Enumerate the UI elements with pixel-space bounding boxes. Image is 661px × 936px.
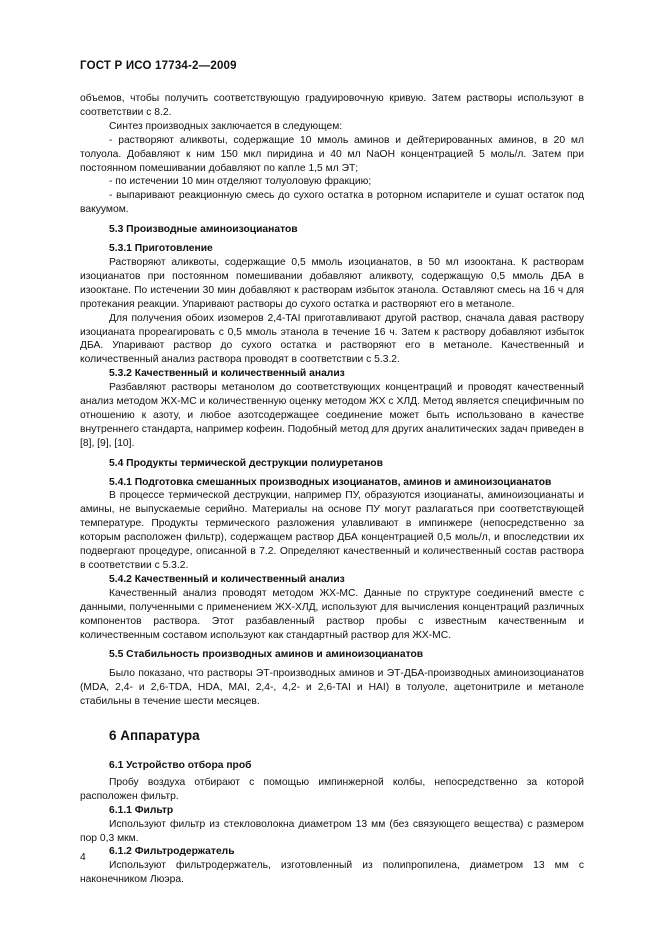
list-item: - растворяют аликвоты, содержащие 10 ммоль аминов и дейтерированных аминов, в 20 мл толуола. Добавляют к ним 150 мкл пиридина и 40 мл NaOH концентрацией 5 моль/л. Затем при постоянном помешивании добавляют по капле 1,5 мл ЭТ; bbox=[80, 134, 584, 174]
section-heading-5-5: 5.5 Стабильность производных аминов и аминоизоцианатов bbox=[109, 649, 424, 661]
list-item: - по истечении 10 мин отделяют толуоловую фракцию; bbox=[109, 176, 372, 188]
main-text bbox=[80, 92, 584, 887]
list-item: - выпаривают реакционную смесь до сухого остатка в роторном испарителе и сушат остаток под вакуумом. bbox=[80, 190, 584, 216]
chapter-heading-6: 6 Аппаратура bbox=[109, 728, 200, 744]
paragraph: Синтез производных заключается в следующем: bbox=[109, 120, 343, 132]
paragraph: Для получения обоих изомеров 2,4-TAI приготавливают другой раствор, сначала давая раствору изоцианата прореагировать с 0,5 ммоль этанола в течение 16 ч. Затем к раствору добавляют избыток ДБА. Упаривают раствор до сухого остатка и растворяют его в метаноле. Качественный и количественный анализ раствора проводят в соответствии с 5.3.2. bbox=[80, 312, 584, 366]
subsection-heading-5-3-1: 5.3.1 Приготовление bbox=[109, 243, 213, 255]
paragraph: Пробу воздуха отбирают с помощью импинжерной колбы, непосредственно за которой расположен фильтр. bbox=[80, 776, 584, 802]
section-heading-5-3: 5.3 Производные аминоизоцианатов bbox=[109, 224, 298, 236]
page-header-standard-number: ГОСТ Р ИСО 17734-2—2009 bbox=[80, 60, 237, 72]
paragraph: Было показано, что растворы ЭТ-производных аминов и ЭТ-ДБА-производных аминоизоцианатов (MDA, 2,4- и 2,6-TDA, HDA, MAI, 2,4-, 4,2- и 2,6-TAI и HAI) в толуоле, ацетонитриле и метаноле стабильны в течение шести месяцев. bbox=[80, 668, 584, 708]
section-heading-6-1: 6.1 Устройство отбора проб bbox=[109, 759, 252, 771]
paragraph: В процессе термической деструкции, например ПУ, образуются изоцианаты, аминоизоцианаты и амины, не выпускаемые серийно. Материалы на основе ПУ могут разлагаться при соответствующей температуре. Продукты термического разложения улавливают в импинжере (непосредственно за которым расположен фильтр), содержащем раствор ДБА концентрацией 0,5 моль/л, и впоследствии их подвергают процедуре, описанной в 7.2. Определяют качественный и количественный состав раствора в соответствии с 5.3.2. bbox=[80, 490, 584, 571]
paragraph: Используют фильтродержатель, изготовленный из полипропилена, диаметром 13 мм с наконечником Люэра. bbox=[80, 860, 584, 886]
subsection-heading-5-4-2: 5.4.2 Качественный и количественный анализ bbox=[109, 573, 345, 585]
subsection-heading-5-4-1: 5.4.1 Подготовка смешанных производных изоцианатов, аминов и аминоизоцианатов bbox=[109, 476, 552, 488]
page-number: 4 bbox=[80, 852, 86, 863]
paragraph: объемов, чтобы получить соответствующую градуировочную кривую. Затем растворы используют в соответствии с 8.2. bbox=[80, 93, 584, 118]
subsection-heading-6-1-1: 6.1.1 Фильтр bbox=[109, 804, 174, 816]
paragraph: Разбавляют растворы метанолом до соответствующих концентраций и проводят качественный анализ методом ЖХ-МС и количественную оценку методом ЖХ с ХЛД. Метод является специфичным по отношению к азоту, и любое азотсодержащее соединение может быть использовано в качестве внутреннего стандарта, например кофеин. Подобный метод для других аналитических задач приведен в [8], [9], [10]. bbox=[80, 382, 584, 449]
subsection-heading-5-3-2: 5.3.2 Качественный и количественный анализ bbox=[109, 368, 345, 380]
subsection-heading-6-1-2: 6.1.2 Фильтродержатель bbox=[109, 846, 235, 858]
paragraph: Растворяют аликвоты, содержащие 0,5 ммоль изоцианатов, в 50 мл изооктана. К растворам изоцианатов при постоянном помешивании добавляют аликвоту, содержащую 0,5 ммоль ДБА в изооктане. По истечении 30 мин добавляют к растворам избыток этанола. Оставляют смесь на 16 ч для протекания реакции. Упаривают растворы до сухого остатка и растворяют его в метаноле. bbox=[80, 256, 584, 310]
paragraph: Качественный анализ проводят методом ЖХ-МС. Данные по структуре соединений вместе с данными, полученными с применением ЖХ-ХЛД, используют для вычисления концентраций различных компонентов раствора. Этот разбавленный раствор пробы с известным качественным и количественным составом используют как стандартный раствор для ЖХ-МС. bbox=[80, 587, 584, 641]
paragraph: Используют фильтр из стекловолокна диаметром 13 мм (без связующего вещества) с размером пор 0,3 мкм. bbox=[80, 818, 584, 844]
section-heading-5-4: 5.4 Продукты термической деструкции полиуретанов bbox=[109, 457, 383, 469]
